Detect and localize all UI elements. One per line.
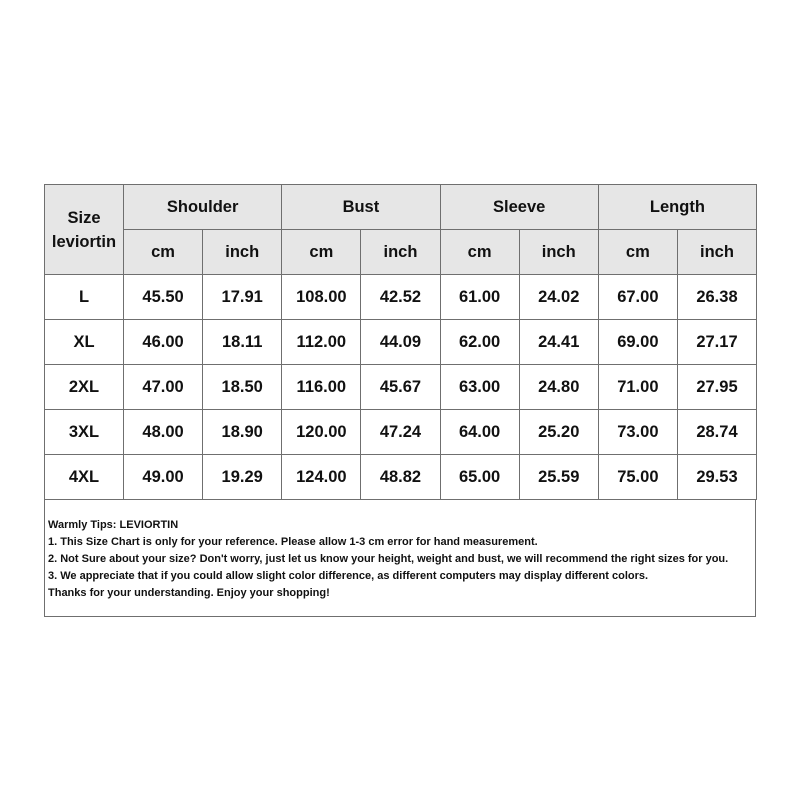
size-cell: XL: [45, 320, 124, 365]
value-cell: 64.00: [440, 410, 519, 455]
unit-header: inch: [519, 230, 598, 275]
value-cell: 44.09: [361, 320, 440, 365]
unit-header: cm: [440, 230, 519, 275]
value-cell: 116.00: [282, 365, 361, 410]
group-header-shoulder: Shoulder: [124, 185, 282, 230]
value-cell: 42.52: [361, 275, 440, 320]
value-cell: 24.02: [519, 275, 598, 320]
value-cell: 29.53: [677, 455, 756, 500]
unit-header: cm: [282, 230, 361, 275]
table-row: [45, 410, 757, 455]
tips-box: [44, 500, 756, 617]
value-cell: 61.00: [440, 275, 519, 320]
value-cell: 120.00: [282, 410, 361, 455]
value-cell: 25.20: [519, 410, 598, 455]
size-cell: 4XL: [45, 455, 124, 500]
value-cell: 124.00: [282, 455, 361, 500]
table-row: [45, 320, 757, 365]
brand-header-line: leviortin: [51, 232, 117, 251]
value-cell: 47.24: [361, 410, 440, 455]
value-cell: 108.00: [282, 275, 361, 320]
tip-line: 1. This Size Chart is only for your reference. Please allow 1-3 cm error for hand measurement.: [48, 536, 538, 548]
tip-line: 2. Not Sure about your size? Don't worry, just let us know your height, weight and bust, we will recommend the right sizes for you.: [48, 553, 729, 565]
value-cell: 112.00: [282, 320, 361, 365]
value-cell: 63.00: [440, 365, 519, 410]
value-cell: 18.90: [203, 410, 282, 455]
group-header-row: [45, 185, 757, 230]
value-cell: 25.59: [519, 455, 598, 500]
value-cell: 75.00: [598, 455, 677, 500]
value-cell: 45.50: [124, 275, 203, 320]
tip-line: 3. We appreciate that if you could allow slight color difference, as different computers may display different colors.: [48, 570, 649, 582]
value-cell: 48.82: [361, 455, 440, 500]
unit-header: cm: [598, 230, 677, 275]
value-cell: 28.74: [677, 410, 756, 455]
size-cell: 3XL: [45, 410, 124, 455]
group-header-length: Length: [598, 185, 756, 230]
size-cell: 2XL: [45, 365, 124, 410]
unit-header: cm: [124, 230, 203, 275]
value-cell: 27.17: [677, 320, 756, 365]
value-cell: 18.11: [203, 320, 282, 365]
tips-closing: Thanks for your understanding. Enjoy your shopping!: [48, 587, 330, 599]
table-row: [45, 455, 757, 500]
tips-title: Warmly Tips: LEVIORTIN: [48, 519, 179, 531]
table-row: [45, 365, 757, 410]
value-cell: 62.00: [440, 320, 519, 365]
value-cell: 69.00: [598, 320, 677, 365]
value-cell: 48.00: [124, 410, 203, 455]
value-cell: 19.29: [203, 455, 282, 500]
size-header-line: Size: [67, 208, 101, 227]
value-cell: 26.38: [677, 275, 756, 320]
unit-header: inch: [677, 230, 756, 275]
unit-header: inch: [361, 230, 440, 275]
group-header-sleeve: Sleeve: [440, 185, 598, 230]
value-cell: 65.00: [440, 455, 519, 500]
size-chart: [44, 184, 756, 617]
value-cell: 67.00: [598, 275, 677, 320]
unit-header-row: [45, 230, 757, 275]
value-cell: 24.41: [519, 320, 598, 365]
value-cell: 45.67: [361, 365, 440, 410]
unit-header: inch: [203, 230, 282, 275]
table-row: [45, 275, 757, 320]
value-cell: 49.00: [124, 455, 203, 500]
value-cell: 18.50: [203, 365, 282, 410]
size-column-header: [45, 185, 124, 275]
value-cell: 73.00: [598, 410, 677, 455]
value-cell: 46.00: [124, 320, 203, 365]
value-cell: 17.91: [203, 275, 282, 320]
size-table: [44, 184, 757, 500]
size-cell: L: [45, 275, 124, 320]
value-cell: 27.95: [677, 365, 756, 410]
value-cell: 71.00: [598, 365, 677, 410]
group-header-bust: Bust: [282, 185, 440, 230]
value-cell: 24.80: [519, 365, 598, 410]
value-cell: 47.00: [124, 365, 203, 410]
